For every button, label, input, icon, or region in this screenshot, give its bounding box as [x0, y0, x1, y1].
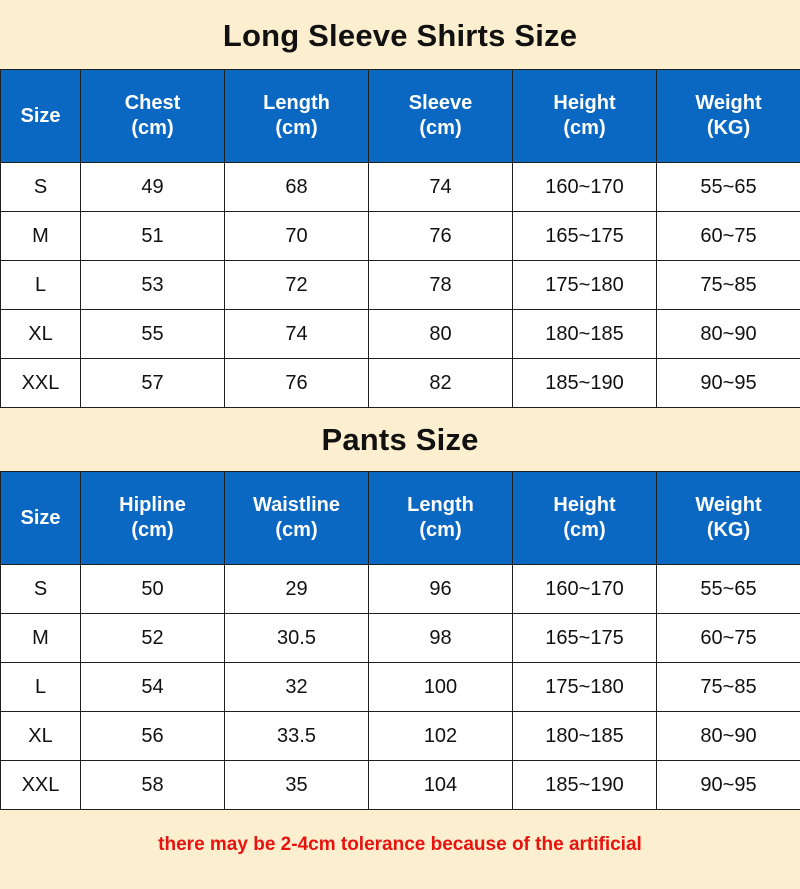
column-header-hipline: Hipline (cm)	[81, 472, 225, 565]
cell-length: 76	[225, 359, 369, 408]
cell-hipline: 56	[81, 712, 225, 761]
table-row	[1, 359, 800, 408]
cell-height: 180~185	[513, 712, 657, 761]
pants-table-header	[1, 472, 800, 565]
cell-sleeve: 74	[369, 163, 513, 212]
cell-height: 165~175	[513, 614, 657, 663]
tolerance-note: there may be 2-4cm tolerance because of the artificial	[158, 834, 642, 855]
cell-sleeve: 80	[369, 310, 513, 359]
shirts-table-body	[1, 163, 800, 408]
column-header-weight: Weight (KG)	[657, 472, 800, 565]
table-row	[1, 310, 800, 359]
cell-weight: 90~95	[657, 761, 800, 810]
shirts-table-title: Long Sleeve Shirts Size	[222, 18, 578, 53]
cell-height: 180~185	[513, 310, 657, 359]
cell-weight: 55~65	[657, 163, 800, 212]
cell-length: 100	[369, 663, 513, 712]
cell-hipline: 50	[81, 565, 225, 614]
pants-table-body	[1, 565, 800, 810]
column-header-height: Height (cm)	[513, 472, 657, 565]
cell-size: S	[1, 565, 81, 614]
table-row	[1, 163, 800, 212]
cell-chest: 51	[81, 212, 225, 261]
cell-length: 98	[369, 614, 513, 663]
cell-waistline: 32	[225, 663, 369, 712]
cell-length: 74	[225, 310, 369, 359]
table-row	[1, 565, 800, 614]
cell-waistline: 33.5	[225, 712, 369, 761]
pants-table-title: Pants Size	[321, 422, 479, 457]
column-header-height: Height (cm)	[513, 70, 657, 163]
cell-length: 104	[369, 761, 513, 810]
table-row	[1, 663, 800, 712]
cell-weight: 60~75	[657, 614, 800, 663]
cell-size: M	[1, 614, 81, 663]
table-row	[1, 212, 800, 261]
cell-chest: 55	[81, 310, 225, 359]
cell-sleeve: 78	[369, 261, 513, 310]
table-header-row	[1, 472, 800, 565]
cell-waistline: 30.5	[225, 614, 369, 663]
cell-size: XL	[1, 712, 81, 761]
column-header-waistline: Waistline (cm)	[225, 472, 369, 565]
cell-height: 165~175	[513, 212, 657, 261]
cell-weight: 75~85	[657, 261, 800, 310]
column-header-sleeve: Sleeve (cm)	[369, 70, 513, 163]
cell-hipline: 54	[81, 663, 225, 712]
table-header-row	[1, 70, 800, 163]
column-header-size: Size	[1, 472, 81, 565]
cell-hipline: 58	[81, 761, 225, 810]
cell-length: 102	[369, 712, 513, 761]
cell-length: 70	[225, 212, 369, 261]
cell-length: 72	[225, 261, 369, 310]
cell-size: XXL	[1, 359, 81, 408]
column-header-chest: Chest (cm)	[81, 70, 225, 163]
cell-length: 68	[225, 163, 369, 212]
cell-chest: 57	[81, 359, 225, 408]
cell-weight: 80~90	[657, 310, 800, 359]
table-row	[1, 761, 800, 810]
cell-size: L	[1, 261, 81, 310]
cell-weight: 60~75	[657, 212, 800, 261]
cell-sleeve: 76	[369, 212, 513, 261]
cell-height: 160~170	[513, 565, 657, 614]
pants-size-table	[0, 471, 800, 810]
cell-weight: 80~90	[657, 712, 800, 761]
column-header-length: Length (cm)	[225, 70, 369, 163]
cell-length: 96	[369, 565, 513, 614]
column-header-weight: Weight (KG)	[657, 70, 800, 163]
table-row	[1, 614, 800, 663]
cell-height: 175~180	[513, 261, 657, 310]
column-header-length: Length (cm)	[369, 472, 513, 565]
cell-weight: 55~65	[657, 565, 800, 614]
cell-sleeve: 82	[369, 359, 513, 408]
cell-waistline: 35	[225, 761, 369, 810]
cell-waistline: 29	[225, 565, 369, 614]
cell-size: XL	[1, 310, 81, 359]
cell-height: 185~190	[513, 359, 657, 408]
cell-chest: 53	[81, 261, 225, 310]
cell-size: XXL	[1, 761, 81, 810]
cell-height: 160~170	[513, 163, 657, 212]
cell-weight: 90~95	[657, 359, 800, 408]
cell-height: 185~190	[513, 761, 657, 810]
cell-size: L	[1, 663, 81, 712]
column-header-size: Size	[1, 70, 81, 163]
cell-height: 175~180	[513, 663, 657, 712]
cell-weight: 75~85	[657, 663, 800, 712]
cell-size: S	[1, 163, 81, 212]
table-row	[1, 261, 800, 310]
bottom-spacer	[0, 856, 800, 889]
shirts-table-header	[1, 70, 800, 163]
table-row	[1, 712, 800, 761]
cell-hipline: 52	[81, 614, 225, 663]
cell-size: M	[1, 212, 81, 261]
cell-chest: 49	[81, 163, 225, 212]
shirts-size-table	[0, 69, 800, 408]
